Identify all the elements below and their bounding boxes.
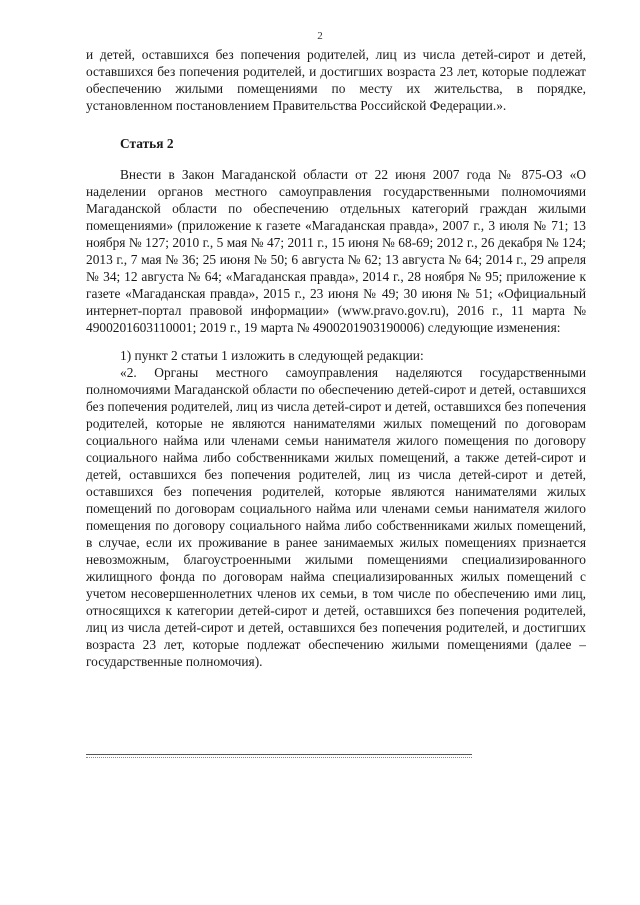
article-heading: Статья 2	[120, 136, 174, 151]
amendment-item-1: 1) пункт 2 статьи 1 изложить в следующей редакции:	[120, 348, 424, 363]
footer-divider	[86, 754, 472, 755]
amendment-item-1-text: «2. Органы местного самоуправления наделяются государственными полномочиями Магаданской области по обеспечению детей-сирот и детей, оставшихся без попечения родителей, лиц из числа детей-сирот и детей, оставшихся без попечения родителей, которые не являются нанимателями жилых помещений по договорам социального найма или членами семьи нанимателя жилого помещения по договору социального найма либо собственниками жилых помещений, а также детей-сирот и детей, оставшихся без попечения родителей, лиц из числа детей-сирот и детей, оставшихся без попечения родителей, которые являются нанимателями жилых помещений по договорам социального найма или членами семьи нанимателя жилого помещения по договору социального найма либо собственниками жилых помещений, в случае, если их проживание в ранее занимаемых жилых помещениях признается невозможным, благоустроенными жилыми помещениями специализированного жилищного фонда по договорам найма специализированных жилых помещений с учетом несовершеннолетних членов их семьи, в том числе по обеспечению ими лиц, относящихся к категории детей-сирот и детей, оставшихся без попечения родителей, лиц из числа детей-сирот и детей, оставшихся без попечения родителей, и достигших возраста 23 лет, которые подлежат обеспечению жилыми помещениями (далее – государственные полномочия).	[86, 365, 586, 669]
continuation-paragraph: и детей, оставшихся без попечения родителей, лиц из числа детей-сирот и детей, оставшихся без попечения родителей, и достигших возраста 23 лет, которые подлежат обеспечению жилыми помещениями по месту их жительства, в порядке, установленном постановлением Правительства Российской Федерации.».	[86, 47, 586, 113]
page-number: 2	[317, 30, 323, 42]
article-intro-paragraph: Внести в Закон Магаданской области от 22 июня 2007 года № 875-ОЗ «О наделении органов местного самоуправления государственными полномочиями Магаданской области по обеспечению отдельных категорий граждан жилыми помещениями» (приложение к газете «Магаданская правда», 2007 г., 3 июля № 71; 13 ноября № 127; 2010 г., 5 мая № 47; 2011 г., 15 июня № 68-69; 2012 г., 26 декабря № 124; 2013 г., 7 мая № 36; 25 июня № 50; 6 августа № 62; 13 августа № 64; 2014 г., 29 апреля № 34; 12 августа № 64; «Магаданская правда», 2014 г., 28 ноября № 95; приложение к газете «Магаданская правда», 2015 г., 23 июня № 49; 30 июня № 51; «Официальный интернет-портал правовой информации» (www.pravo.gov.ru), 2016 г., 11 марта № 4900201603110001; 2019 г., 19 марта № 4900201903190006) следующие изменения:	[86, 167, 586, 335]
document-body	[86, 46, 586, 670]
